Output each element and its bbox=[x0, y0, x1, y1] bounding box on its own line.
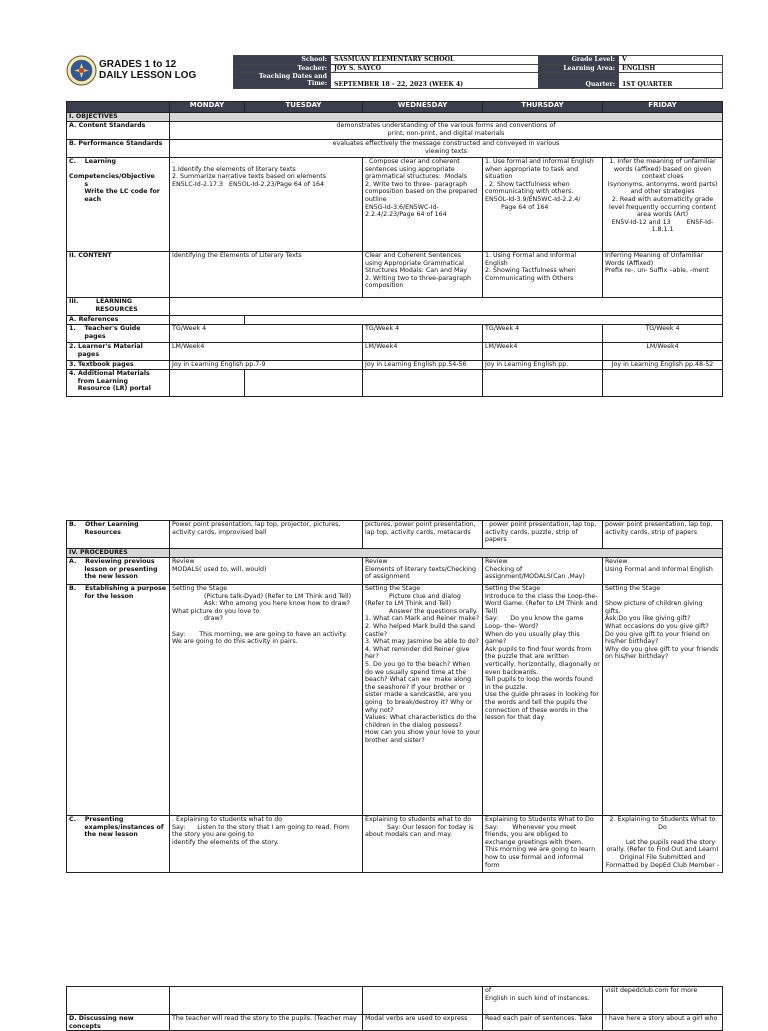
additional-wednesday bbox=[363, 370, 483, 397]
tg-wednesday: TG/Week 4 bbox=[363, 325, 483, 343]
competencies-friday: 1. Infer the meaning of unfamiliar words (affixed) based on given context clues (synonyms, antonyms, word parts) and other strategies 2. Read with automaticity grade level frequently occurring content area words (Art) EN5V-Id-12 and 13 EN5F-Id-1.8.1.1 bbox=[603, 158, 723, 252]
lesson-log-table-part1 bbox=[66, 101, 723, 397]
presenting-monday: . Explaining to students what to do Say: Listen to the story that I am going to read. From the story you are going to identify the elements of the story. bbox=[170, 816, 363, 873]
lm-label: 2. Learner's Material pages bbox=[67, 343, 170, 361]
lm-monday: LM/Week4 bbox=[170, 343, 363, 361]
additional-thursday bbox=[483, 370, 603, 397]
competencies-label: C. Learning Competencies/Objective s Write the LC code for each bbox=[67, 158, 170, 252]
other-resources-monday: Power point presentation, lap top, projector, pictures, activity cards, improvised ball bbox=[170, 521, 363, 549]
school-label: School: bbox=[234, 56, 331, 65]
continuation-wednesday bbox=[363, 987, 483, 1015]
discussing-wednesday: Modal verbs are used to express bbox=[363, 1015, 483, 1031]
performance-standards-label: B. Performance Standards bbox=[67, 140, 170, 158]
competencies-row bbox=[67, 158, 723, 252]
lm-wednesday: LM/Week4 bbox=[363, 343, 483, 361]
day-wednesday: WEDNESDAY bbox=[363, 102, 483, 113]
content-monday: Identifying the Elements of Literary Texts bbox=[170, 252, 363, 298]
content-thursday: 1. Using Formal and Informal English 2. Showing Tactfulness when Communicating with Others bbox=[483, 252, 603, 298]
quarter-value: 1ST QUARTER bbox=[619, 73, 723, 89]
tg-label: 1. Teacher's Guide pages bbox=[67, 325, 170, 343]
tg-friday: TG/Week 4 bbox=[603, 325, 723, 343]
content-standards-row bbox=[67, 122, 723, 140]
review-row bbox=[67, 558, 723, 585]
teacher-label: Teacher: bbox=[234, 64, 331, 73]
textbook-row bbox=[67, 361, 723, 370]
other-resources-row bbox=[67, 521, 723, 549]
presenting-row bbox=[67, 816, 723, 873]
other-resources-friday: power point presentation, lap top, activity cards, strip of papers bbox=[603, 521, 723, 549]
additional-monday bbox=[170, 370, 245, 397]
procedures-blank bbox=[170, 549, 723, 558]
continuation-row bbox=[67, 987, 723, 1015]
day-header-row bbox=[67, 102, 723, 113]
discussing-friday: I have here a story about a girl who bbox=[603, 1015, 723, 1031]
competencies-thursday: 1. Use formal and informal English when appropriate to task and situation . 2. Show tactfulness when communicating with others. EN5OL-Id-3.9/EN5WC-Id-2.2.4/ Page 64 of 164 bbox=[483, 158, 603, 252]
header-info-table bbox=[233, 55, 723, 89]
grade-label: Grade Level: bbox=[539, 56, 619, 65]
content-friday: Inferring Meaning of Unfamiliar Words (Affixed) Prefix re-, un- Suffix –able, -ment bbox=[603, 252, 723, 298]
discussing-thursday: Read each pair of sentences. Take bbox=[483, 1015, 603, 1031]
grade-value: V bbox=[619, 56, 723, 65]
content-label: II. CONTENT bbox=[67, 252, 170, 298]
page-title bbox=[99, 59, 234, 81]
lm-friday: LM/Week4 bbox=[603, 343, 723, 361]
review-friday: Review Using Formal and Informal English bbox=[603, 558, 723, 585]
content-standards-label: A. Content Standards bbox=[67, 122, 170, 140]
lesson-log-table-part2 bbox=[66, 520, 723, 873]
resources-row bbox=[67, 298, 723, 316]
teacher-value: JOY S. SAYCO bbox=[331, 64, 539, 73]
other-resources-thursday: : power point presentation, lap top, activity cards, puzzle, strip of papers bbox=[483, 521, 603, 549]
additional-materials-row bbox=[67, 370, 723, 397]
purpose-wednesday: Setting the Stage Picture clue and dialog (Refer to LM Think and Tell) Answer the questions orally. 1. What can Mark and Reiner make? 2. Who helped Mark build the sand castle? 3. What may Jasmine be able to do? 4. What reminder did Reiner give her? 5. Do you go to the beach? When do we usually spend time at the beach? What can we make along the seashore? If your brother or sister made a sandcastle, are you going to break/destroy it? Why or why not? Values: What characteristics do the children in the dialog possess? How can you show your love to your brother and sister? bbox=[363, 585, 483, 816]
continuation-friday: visit depedclub.com for more bbox=[603, 987, 723, 1015]
additional-tuesday bbox=[245, 370, 363, 397]
additional-materials-label: 4. Additional Materials from Learning Resource (LR) portal bbox=[67, 370, 170, 397]
procedures-row bbox=[67, 549, 723, 558]
other-resources-wednesday: pictures, power point presentation, lap top, activity cards, metacards bbox=[363, 521, 483, 549]
objectives-label: I. OBJECTIVES bbox=[67, 113, 170, 122]
content-wednesday: Clear and Coherent Sentences using Appropriate Grammatical Structures Modals: Can and May 2. Writing two to three-paragraph composition bbox=[363, 252, 483, 298]
textbook-monday: Joy in Learning English pp.7-9 bbox=[170, 361, 363, 370]
deped-seal bbox=[66, 55, 97, 86]
textbook-thursday: Joy in Learning English pp. bbox=[483, 361, 603, 370]
school-value: SASMUAN ELEMENTARY SCHOOL bbox=[331, 56, 539, 65]
other-resources-label: B. Other Learning Resources bbox=[67, 521, 170, 549]
references-rest bbox=[245, 316, 723, 325]
tg-thursday: TG/Week 4 bbox=[483, 325, 603, 343]
references-label: A. References bbox=[67, 316, 170, 325]
presenting-label: C. Presenting examples/instances of the new lesson bbox=[67, 816, 170, 873]
procedures-label: IV. PROCEDURES bbox=[67, 549, 170, 558]
content-row bbox=[67, 252, 723, 298]
content-standards-text: demonstrates understanding of the various forms and conventions of print, non-print, and digital materials bbox=[170, 122, 723, 140]
lm-row bbox=[67, 343, 723, 361]
day-thursday: THURSDAY bbox=[483, 102, 603, 113]
review-wednesday: Review Elements of literary texts/Checking of assignment bbox=[363, 558, 483, 585]
additional-friday bbox=[603, 370, 723, 397]
performance-standards-text: evaluates effectively the message constructed and conveyed in various viewing texts bbox=[170, 140, 723, 158]
competencies-wednesday: . Compose clear and coherent sentences using appropriate grammatical structures: Modals 2. Write two to three- paragraph composition based on the prepared outline EN5G-Id-3.6/EN5WC-Id-2.2.4/2.23/Page 64 of 164 bbox=[363, 158, 483, 252]
resources-label: III. LEARNING RESOURCES bbox=[67, 298, 170, 316]
day-friday: FRIDAY bbox=[603, 102, 723, 113]
presenting-wednesday: Explaining to students what to do Say: Our lesson for today is about modals can and may. bbox=[363, 816, 483, 873]
day-monday: MONDAY bbox=[170, 102, 245, 113]
purpose-friday: Setting the Stage Show picture of children giving gifts. Ask:Do you like giving gift? What occasions do you give gift? Do you give gift to your friend on his/her birthday? Why do you give gift to your friends on his/her birthday? bbox=[603, 585, 723, 816]
textbook-label: 3. Textbook pages bbox=[67, 361, 170, 370]
tg-monday: TG/Week 4 bbox=[170, 325, 363, 343]
references-mon bbox=[170, 316, 245, 325]
review-monday: Review MODALS( used to, will, would) bbox=[170, 558, 363, 585]
purpose-monday: Setting the Stage (Picture talk-Dyad) (Refer to LM Think and Tell) Ask: Who among you here know how to draw? What picture do you love to draw? Say: This morning, we are going to have an activity. We are going to do this activity in pairs. bbox=[170, 585, 363, 816]
day-tuesday: TUESDAY bbox=[245, 102, 363, 113]
textbook-wednesday: Joy in Learning English pp.54-56 bbox=[363, 361, 483, 370]
lm-thursday: LM/Week4 bbox=[483, 343, 603, 361]
purpose-label: B. Establishing a purpose for the lesson bbox=[67, 585, 170, 816]
dates-label-1: Teaching Dates and bbox=[258, 73, 327, 81]
presenting-friday: 2. Explaining to Students What to Do Let the pupils read the story orally. (Refer to Find Out and Learn) Original File Submitted and Formatted by DepEd Club Member - bbox=[603, 816, 723, 873]
dates-label-2: Time: bbox=[307, 80, 327, 88]
discussing-row bbox=[67, 1015, 723, 1031]
title-line-2: DAILY LESSON LOG bbox=[99, 70, 197, 81]
continuation-monday bbox=[170, 987, 363, 1015]
dates-value: SEPTEMBER 18 - 22, 2023 (WEEK 4) bbox=[331, 73, 539, 89]
area-value: ENGLISH bbox=[619, 64, 723, 73]
resources-blank bbox=[170, 298, 723, 316]
area-label: Learning Area: bbox=[539, 64, 619, 73]
continuation-thursday: of English in such kind of instances. bbox=[483, 987, 603, 1015]
purpose-thursday: Setting the Stage Introduce to the class the Loop-the-Word Game. (Refer to LM Think and Tell) Say: Do you know the game Loop- the- Word? When do you usually play this game? Ask pupils to find four words from the puzzle that are written vertically, horizontally, diagonally or even backwards. Tell pupils to loop the words found in the puzzle. Use the guide phrases in looking for the words and tell the pupils the connection of these words in the lesson for that day. bbox=[483, 585, 603, 816]
title-line-1: GRADES 1 to 12 bbox=[99, 59, 177, 70]
discussing-monday: The teacher will read the story to the pupils. (Teacher may bbox=[170, 1015, 363, 1031]
continuation-label bbox=[67, 987, 170, 1015]
objectives-blank bbox=[170, 113, 723, 122]
discussing-label: D. Discussing new concepts bbox=[67, 1015, 170, 1031]
review-thursday: Review Checking of assignment/MODALS(Can ,May) bbox=[483, 558, 603, 585]
blank-header-cell bbox=[67, 102, 170, 113]
textbook-friday: Joy in Learning English pp.48-52 bbox=[603, 361, 723, 370]
objectives-row bbox=[67, 113, 723, 122]
dates-label bbox=[234, 73, 331, 89]
references-row bbox=[67, 316, 723, 325]
lesson-log-table-part3 bbox=[66, 986, 723, 1031]
competencies-monday: . 1.Identify the elements of literary texts 2. Summarize narrative texts based on elements EN5LC-Id-2.17.3 EN5OL-Id-2.23/Page 64 of 164 bbox=[170, 158, 363, 252]
tg-row bbox=[67, 325, 723, 343]
review-label: A. Reviewing previous lesson or presenting the new lesson bbox=[67, 558, 170, 585]
presenting-thursday: Explaining to Students What to Do Say: Whenever you meet friends, you are obliged to exchange greetings with them. This morning we are going to learn how to use formal and informal form bbox=[483, 816, 603, 873]
purpose-row bbox=[67, 585, 723, 816]
performance-standards-row bbox=[67, 140, 723, 158]
quarter-label: Quarter: bbox=[539, 73, 619, 89]
